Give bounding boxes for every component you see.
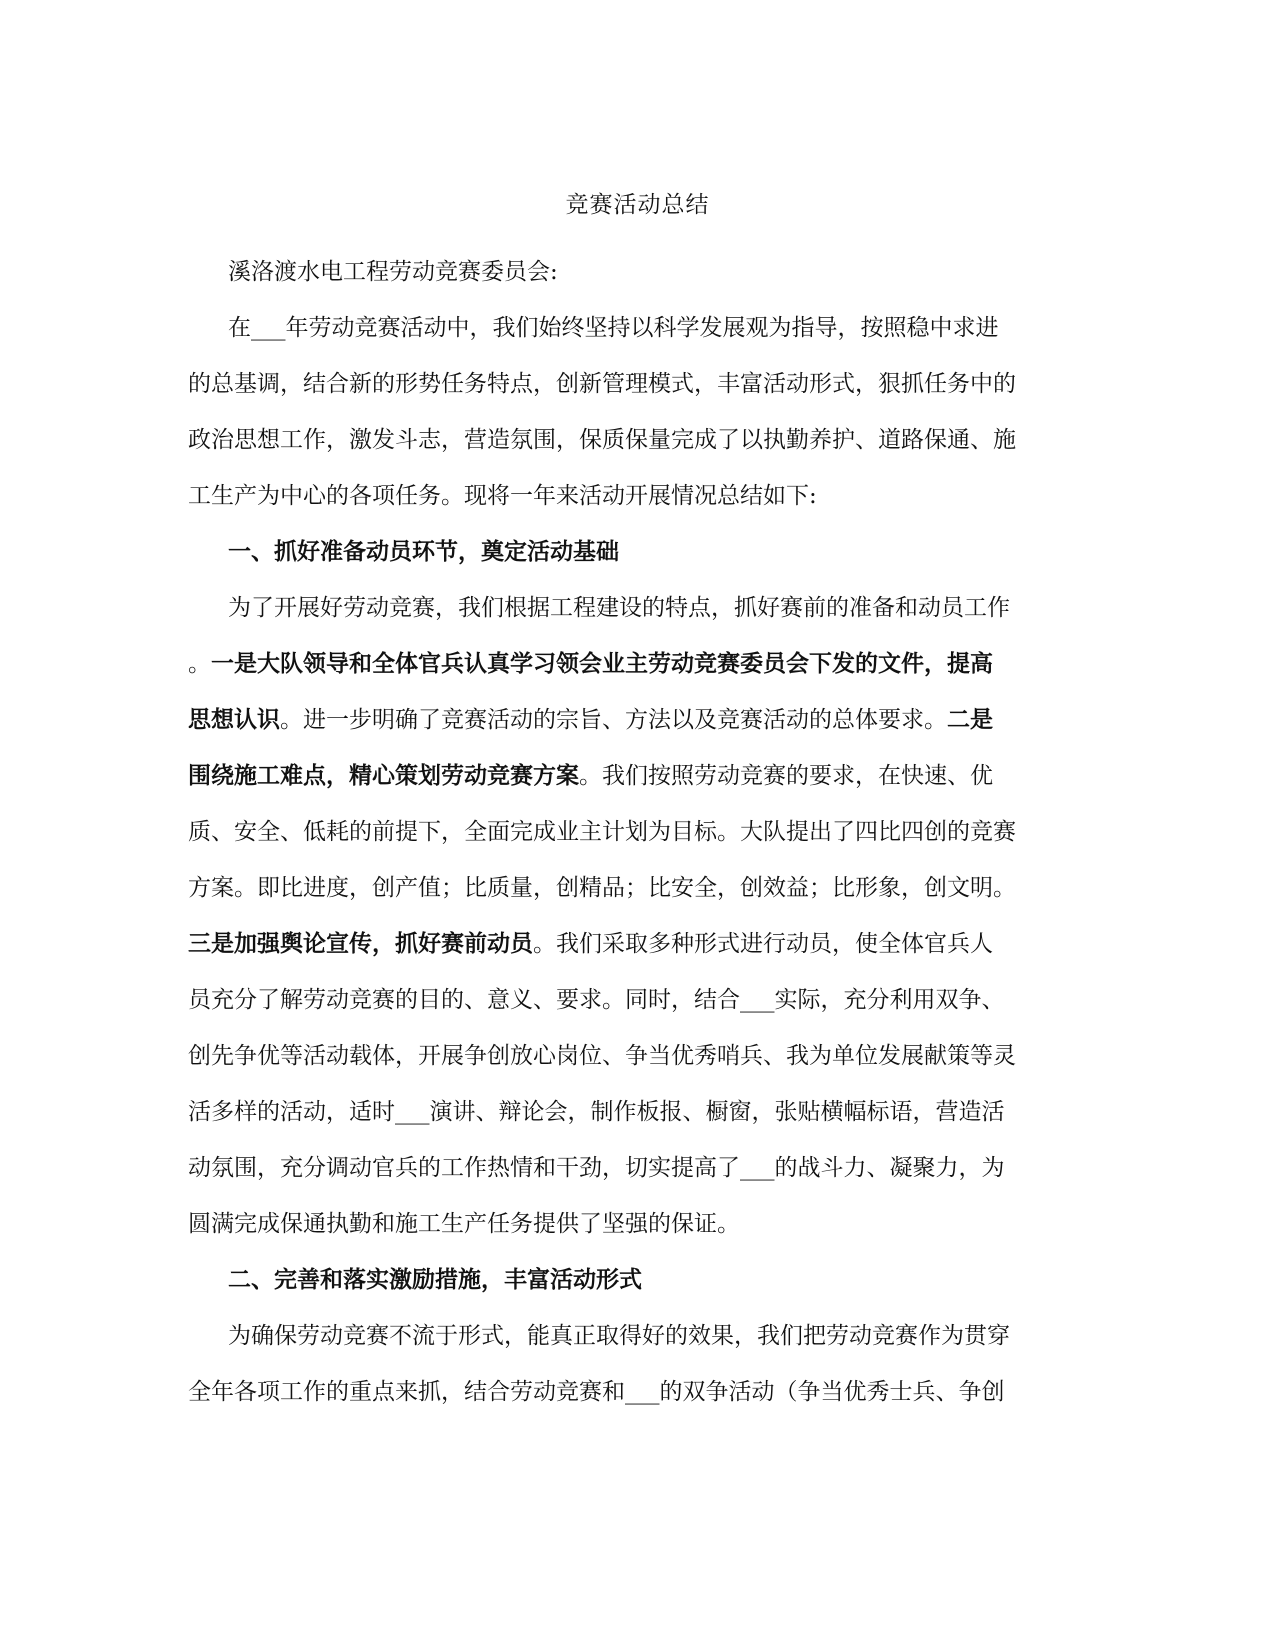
bold-phrase: 围绕施工难点，精心策划劳动竞赛方案: [188, 762, 579, 789]
section-heading-2: 二、完善和落实激励措施，丰富活动形式: [228, 1266, 642, 1293]
paragraph-line: 工生产为中心的各项任务。现将一年来活动开展情况总结如下:: [188, 483, 817, 509]
line-text: 。: [188, 651, 211, 677]
paragraph-line: [188, 929, 993, 959]
paragraph-line: 员充分了解劳动竞赛的目的、意义、要求。同时，结合___实际，充分利用双争、: [188, 987, 1005, 1013]
bold-phrase: 一是大队领导和全体官兵认真学习领会业主劳动竞赛委员会下发的文件，提高: [211, 650, 993, 677]
line-text: 。我们采取多种形式进行动员，使全体官兵人: [533, 931, 993, 957]
line-text: 。进一步明确了竞赛活动的宗旨、方法以及竞赛活动的总体要求。: [280, 707, 947, 733]
paragraph-line: 动氛围，充分调动官兵的工作热情和干劲，切实提高了___的战斗力、凝聚力，为: [188, 1155, 1005, 1181]
paragraph-line: 全年各项工作的重点来抓，结合劳动竞赛和___的双争活动（争当优秀士兵、争创: [188, 1379, 1005, 1405]
paragraph-line: 圆满完成保通执勤和施工生产任务提供了坚强的保证。: [188, 1211, 740, 1237]
paragraph-line: 质、安全、低耗的前提下，全面完成业主计划为目标。大队提出了四比四创的竞赛: [188, 819, 1016, 845]
paragraph-line: 的总基调，结合新的形势任务特点，创新管理模式，丰富活动形式，狠抓任务中的: [188, 371, 1016, 397]
paragraph-line: 政治思想工作，激发斗志，营造氛围，保质保量完成了以执勤养护、道路保通、施: [188, 427, 1016, 453]
paragraph-line: 活多样的活动，适时___演讲、辩论会，制作板报、橱窗，张贴横幅标语，营造活: [188, 1099, 1005, 1125]
paragraph-line: 为了开展好劳动竞赛，我们根据工程建设的特点，抓好赛前的准备和动员工作: [228, 595, 1010, 621]
section-heading-1: 一、抓好准备动员环节，奠定活动基础: [228, 538, 619, 565]
bold-phrase: 二是: [947, 706, 993, 733]
bold-phrase: 三是加强舆论宣传，抓好赛前动员: [188, 930, 533, 957]
paragraph-line: [188, 705, 993, 735]
paragraph-line: [188, 649, 993, 679]
bold-phrase: 思想认识: [188, 706, 280, 733]
addressee: 溪洛渡水电工程劳动竞赛委员会:: [228, 259, 558, 285]
paragraph-line: 创先争优等活动载体，开展争创放心岗位、争当优秀哨兵、我为单位发展献策等灵: [188, 1043, 1016, 1069]
paragraph-line: 方案。即比进度，创产值；比质量，创精品；比安全，创效益；比形象，创文明。: [188, 875, 1016, 901]
paragraph-line: [188, 761, 993, 791]
paragraph-line: 在___年劳动竞赛活动中，我们始终坚持以科学发展观为指导，按照稳中求进: [228, 315, 999, 341]
paragraph-line: 为确保劳动竞赛不流于形式，能真正取得好的效果，我们把劳动竞赛作为贯穿: [228, 1323, 1010, 1349]
line-text: 。我们按照劳动竞赛的要求，在快速、优: [579, 763, 993, 789]
document-title: 竞赛活动总结: [565, 192, 710, 218]
